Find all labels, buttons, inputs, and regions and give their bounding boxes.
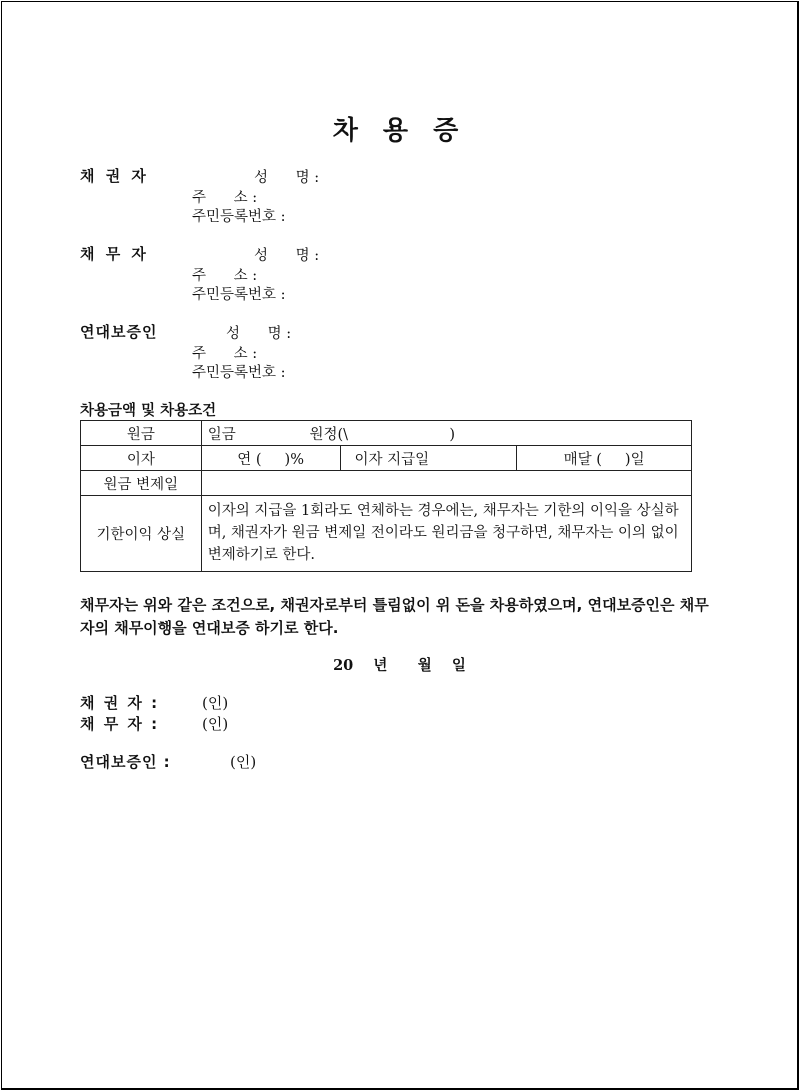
creditor-label: 채 권 자 bbox=[80, 167, 149, 185]
creditor-address-label: 주 소 : bbox=[192, 190, 258, 206]
signature-creditor-seal: (인) bbox=[202, 694, 229, 712]
interest-header: 이자 bbox=[81, 446, 202, 471]
debtor-id-label: 주민등록번호 : bbox=[192, 287, 286, 303]
signature-debtor-seal: (인) bbox=[202, 715, 229, 733]
interest-payment-day-value: 매달 ( )일 bbox=[517, 446, 692, 471]
principal-header: 원금 bbox=[81, 421, 202, 446]
interest-rate: 연 ( )% bbox=[201, 446, 340, 471]
signature-guarantor-seal: (인) bbox=[230, 753, 257, 771]
debtor-name-label: 성 명 : bbox=[254, 248, 320, 264]
signature-guarantor-label: 연대보증인 : bbox=[80, 753, 171, 771]
document-page bbox=[1, 1, 799, 1090]
interest-payment-day-label: 이자 지급일 bbox=[340, 446, 517, 471]
debtor-label: 채 무 자 bbox=[80, 245, 149, 263]
repayment-date-value bbox=[201, 471, 691, 496]
agreement-statement: 채무자는 위와 같은 조건으로, 채권자로부터 틀림없이 위 돈을 차용하였으며, 연대보증인은 채무자의 채무이행을 연대보증 하기로 한다. bbox=[80, 596, 709, 637]
guarantor-label: 연대보증인 bbox=[80, 323, 158, 341]
terms-section-title: 차용금액 및 차용조건 bbox=[80, 403, 217, 419]
guarantor-name-label: 성 명 : bbox=[226, 326, 292, 342]
signature-debtor-label: 채 무 자 : bbox=[80, 715, 160, 733]
principal-value: 일금 원정(\ ) bbox=[201, 421, 691, 446]
guarantor-id-label: 주민등록번호 : bbox=[192, 365, 286, 381]
creditor-name-label: 성 명 : bbox=[254, 170, 320, 186]
acceleration-header: 기한이익 상실 bbox=[81, 496, 202, 572]
document-title: 차 용 증 bbox=[332, 116, 467, 146]
repayment-date-header: 원금 변제일 bbox=[81, 471, 202, 496]
signature-creditor-label: 채 권 자 : bbox=[80, 694, 160, 712]
acceleration-value: 이자의 지급을 1회라도 연체하는 경우에는, 채무자는 기한의 이익을 상실하며, 채권자가 원금 변제일 전이라도 원리금을 청구하면, 채무자는 이의 없이 변제하기로 한다. bbox=[201, 496, 691, 572]
creditor-id-label: 주민등록번호 : bbox=[192, 209, 286, 225]
table-row-repayment-date bbox=[81, 471, 692, 496]
table-row-principal bbox=[81, 421, 692, 446]
terms-table bbox=[80, 420, 692, 572]
debtor-address-label: 주 소 : bbox=[192, 268, 258, 284]
table-row-acceleration bbox=[81, 496, 692, 572]
guarantor-address-label: 주 소 : bbox=[192, 346, 258, 362]
table-row-interest bbox=[81, 446, 692, 471]
date-line: 20 년 월 일 bbox=[333, 657, 466, 674]
